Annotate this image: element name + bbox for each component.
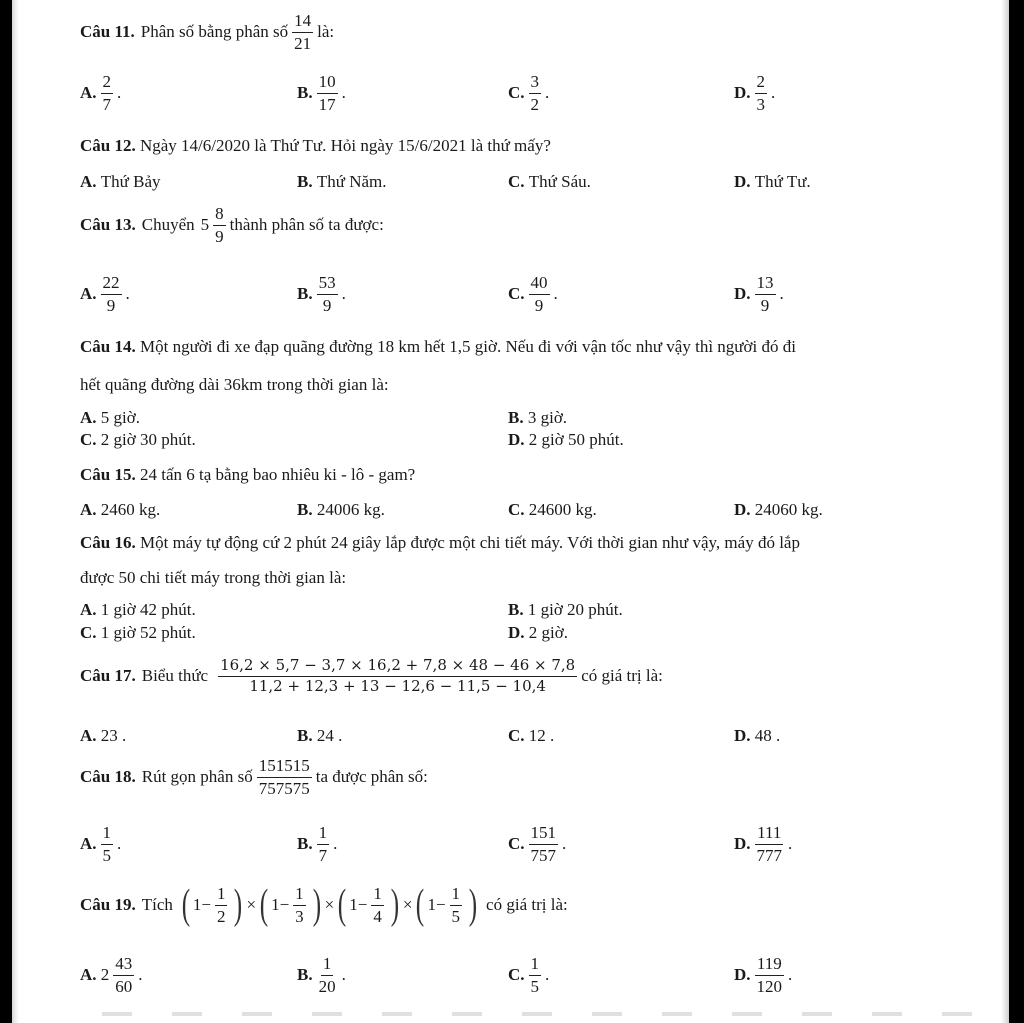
fraction: $\frac{14}{21}$	[294, 11, 312, 53]
option-a[interactable]: A. $\frac{1}{5}$ .	[80, 823, 122, 865]
option-d[interactable]: D. 2 giờ 50 phút.	[508, 430, 624, 449]
page-edge-right	[1001, 0, 1009, 1023]
question-19: Câu 19. Tích ( 1 − $\frac{1}{2}$ ) × ( 1 − $\frac{1}{3}$ ) × ( 1 − $\frac{1}{4}$ ) × ( 1 − $\frac{1}{5}$ ) có giá trị là:	[80, 882, 568, 928]
page-edge-left	[12, 0, 19, 1023]
option-d[interactable]: D. 48 .	[734, 726, 781, 745]
option-a[interactable]: A. $\frac{22}{9}$ .	[80, 273, 130, 315]
option-c[interactable]: C. $\frac{1}{5}$ .	[508, 954, 550, 996]
exam-page	[12, 0, 1009, 1023]
option-c[interactable]: C. $\frac{40}{9}$ .	[508, 273, 558, 315]
question-16: Câu 16. Một máy tự động cứ 2 phút 24 giây lắp được một chi tiết máy. Với thời gian như vậy, máy đó lắp	[80, 533, 800, 552]
option-b[interactable]: B. 24 .	[297, 726, 343, 745]
cut-off-next-line	[102, 1012, 982, 1016]
question-text: là:	[317, 22, 335, 42]
question-text: Phân số bằng phân số	[140, 22, 289, 42]
question-18: Câu 18. Rút gọn phân số $\frac{151515}{757575}$ ta được phân số:	[80, 756, 428, 798]
option-a[interactable]: A. 2460 kg.	[80, 500, 161, 519]
option-c[interactable]: C. 24600 kg.	[508, 500, 597, 519]
question-12: Câu 12. Ngày 14/6/2020 là Thứ Tư. Hỏi ngày 15/6/2021 là thứ mấy?	[80, 136, 551, 155]
option-b[interactable]: B. $\frac{10}{17}$ .	[297, 72, 346, 114]
option-b[interactable]: B. 24006 kg.	[297, 500, 385, 519]
mixed-number: 5 $\frac{8}{9}$	[200, 204, 224, 246]
option-c[interactable]: C. 12 .	[508, 726, 555, 745]
option-b[interactable]: B. $\frac{1}{7}$ .	[297, 823, 338, 865]
option-a[interactable]: A. 2 $\frac{43}{60}$ .	[80, 954, 143, 996]
option-d[interactable]: D. $\frac{13}{9}$ .	[734, 273, 784, 315]
question-label: Câu 11.	[80, 22, 135, 42]
question-14-cont: hết quãng đường dài 36km trong thời gian là:	[80, 375, 389, 394]
option-b[interactable]: B. 1 giờ 20 phút.	[508, 600, 623, 619]
question-17: Câu 17. Biểu thức $\frac{16,2 \times 5,7 - 3,7 \times 16,2 + 7,8 \times 48 - 46 \times 7,8}{11,2 + 12,3 + 13 - 12,6 - 11,5 - 10,4}$ có giá trị là:	[80, 656, 663, 695]
option-a[interactable]: A. $\frac{2}{7}$ .	[80, 72, 122, 114]
question-11	[80, 12, 334, 53]
option-d[interactable]: D. Thứ Tư.	[734, 172, 811, 191]
option-d[interactable]: D. $\frac{111}{777}$ .	[734, 823, 793, 865]
option-b[interactable]: B. 3 giờ.	[508, 408, 568, 427]
option-b[interactable]: B. $\frac{1}{20}$ .	[297, 954, 346, 996]
option-d[interactable]: D. 2 giờ.	[508, 623, 568, 642]
option-c[interactable]: C. 1 giờ 52 phút.	[80, 623, 196, 642]
option-a[interactable]: A. 23 .	[80, 726, 127, 745]
option-c[interactable]: C. Thứ Sáu.	[508, 172, 591, 191]
option-d[interactable]: D. $\frac{2}{3}$ .	[734, 72, 776, 114]
question-13: Câu 13. Chuyển 5 $\frac{8}{9}$ thành phân số ta được:	[80, 204, 384, 246]
question-16-cont: được 50 chi tiết máy trong thời gian là:	[80, 568, 347, 587]
option-c[interactable]: C. 2 giờ 30 phút.	[80, 430, 196, 449]
option-a[interactable]: A. 1 giờ 42 phút.	[80, 600, 196, 619]
option-b[interactable]: B. Thứ Năm.	[297, 172, 387, 191]
option-d[interactable]: D. 24060 kg.	[734, 500, 823, 519]
option-d[interactable]: D. $\frac{119}{120}$ .	[734, 954, 793, 996]
option-a[interactable]: A. Thứ Bảy	[80, 172, 161, 191]
question-15: Câu 15. 24 tấn 6 tạ bằng bao nhiêu ki - lô - gam?	[80, 465, 416, 484]
expression-fraction: $\frac{16,2 \times 5,7 - 3,7 \times 16,2 + 7,8 \times 48 - 46 \times 7,8}{11,2 + 12,3 + 13 - 12,6 - 11,5 - 10,4}$	[220, 656, 576, 695]
option-b[interactable]: B. $\frac{53}{9}$ .	[297, 273, 346, 315]
option-c[interactable]: C. $\frac{3}{2}$ .	[508, 72, 550, 114]
option-c[interactable]: C. $\frac{151}{757}$ .	[508, 823, 567, 865]
question-14: Câu 14. Một người đi xe đạp quãng đường 18 km hết 1,5 giờ. Nếu đi với vận tốc như vậy thì người đó đi	[80, 337, 796, 356]
option-a[interactable]: A. 5 giờ.	[80, 408, 140, 427]
